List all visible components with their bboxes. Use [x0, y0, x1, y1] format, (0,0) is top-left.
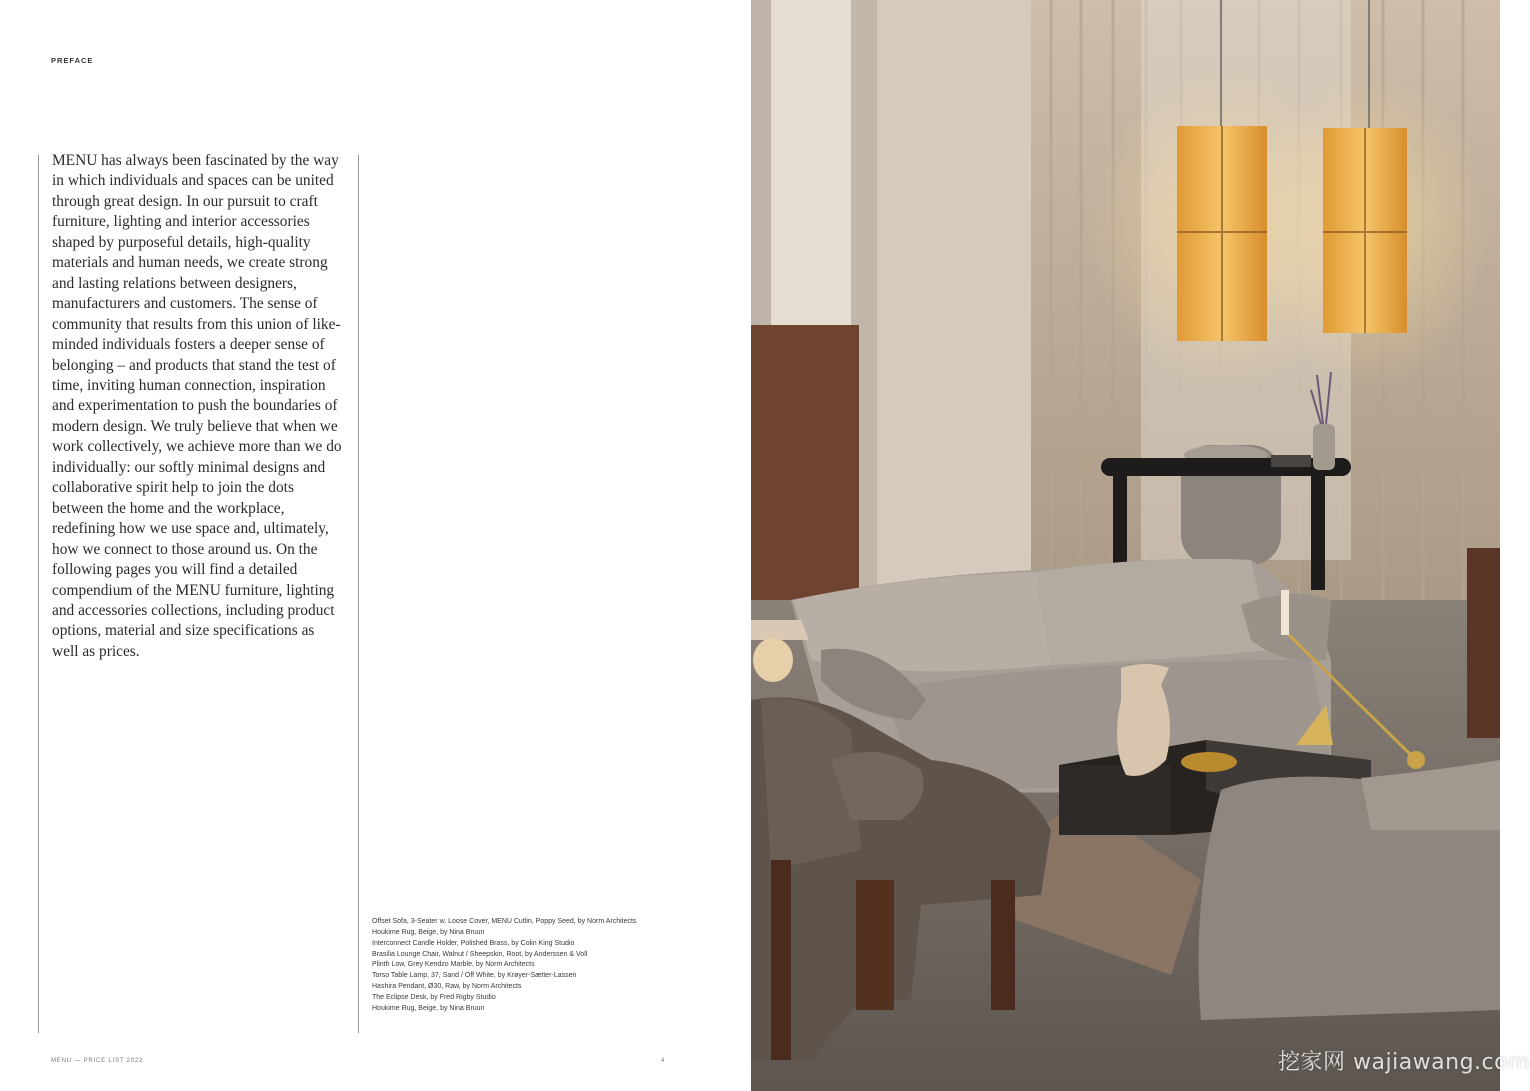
left-vertical-rule	[38, 155, 39, 1033]
credit-line: Houkime Rug, Beige, by Nina Bruun	[372, 928, 485, 936]
section-label: PREFACE	[51, 56, 94, 65]
interior-photo	[751, 0, 1500, 1091]
credit-line: The Eclipse Desk, by Fred Rigby Studio	[372, 993, 496, 1001]
footer-page-number: 4	[661, 1058, 665, 1064]
preface-paragraph: MENU has always been fascinated by the way in which individuals and spaces can be united through great design. In our pursuit to craft furniture, lighting and interior accessories shaped by purposeful details, high-quality materials and human needs, we create strong and lasting relations between designers, manufacturers and customers. The sense of community that results from this union of like-minded individuals fosters a deeper sense of belonging – and products that stand the test of time, inviting human connection, inspiration and experimentation to push the boundaries of modern design. We truly believe that when we work collectively, we achieve more than we do individually: our softly minimal designs and collaborative spirit help to join the dots between the home and the workplace, redefining how we use space and, ultimately, how we connect to those around us. On the following pages you will find a detailed compendium of the MENU furniture, lighting and accessories collections, including product options, material and size specifications as well as prices.	[52, 152, 342, 660]
left-page	[0, 0, 751, 1091]
credit-line: Brasilia Lounge Chair, Walnut / Sheepskin, Root, by Anderssen & Voll	[372, 950, 588, 958]
credit-line: Torso Table Lamp, 37, Sand / Off White, by Krøyer-Sætter-Lassen	[372, 972, 577, 980]
credit-line: Hashira Pendant, Ø30, Raw, by Norm Architects	[372, 983, 522, 991]
preface-text	[52, 151, 344, 662]
photo-credits	[372, 917, 732, 1015]
credit-line: Plinth Low, Grey Kendzo Marble, by Norm Architects	[372, 961, 535, 969]
credit-line: Interconnect Candle Holder, Polished Brass, by Colin King Studio	[372, 939, 575, 947]
credit-line: Offset Sofa, 3-Seater w. Loose Cover, MENU Cutlin, Poppy Seed, by Norm Architects	[372, 918, 637, 925]
credit-line: Houkime Rug, Beige, by Nina Bruun	[372, 1004, 485, 1012]
footer-publication: MENU — PRICE LIST 2022	[51, 1058, 144, 1064]
watermark: 挖家网 wajiawang.com	[1278, 1050, 1530, 1075]
interior-living-room-photo	[751, 0, 1500, 1091]
middle-vertical-rule	[358, 155, 359, 1033]
